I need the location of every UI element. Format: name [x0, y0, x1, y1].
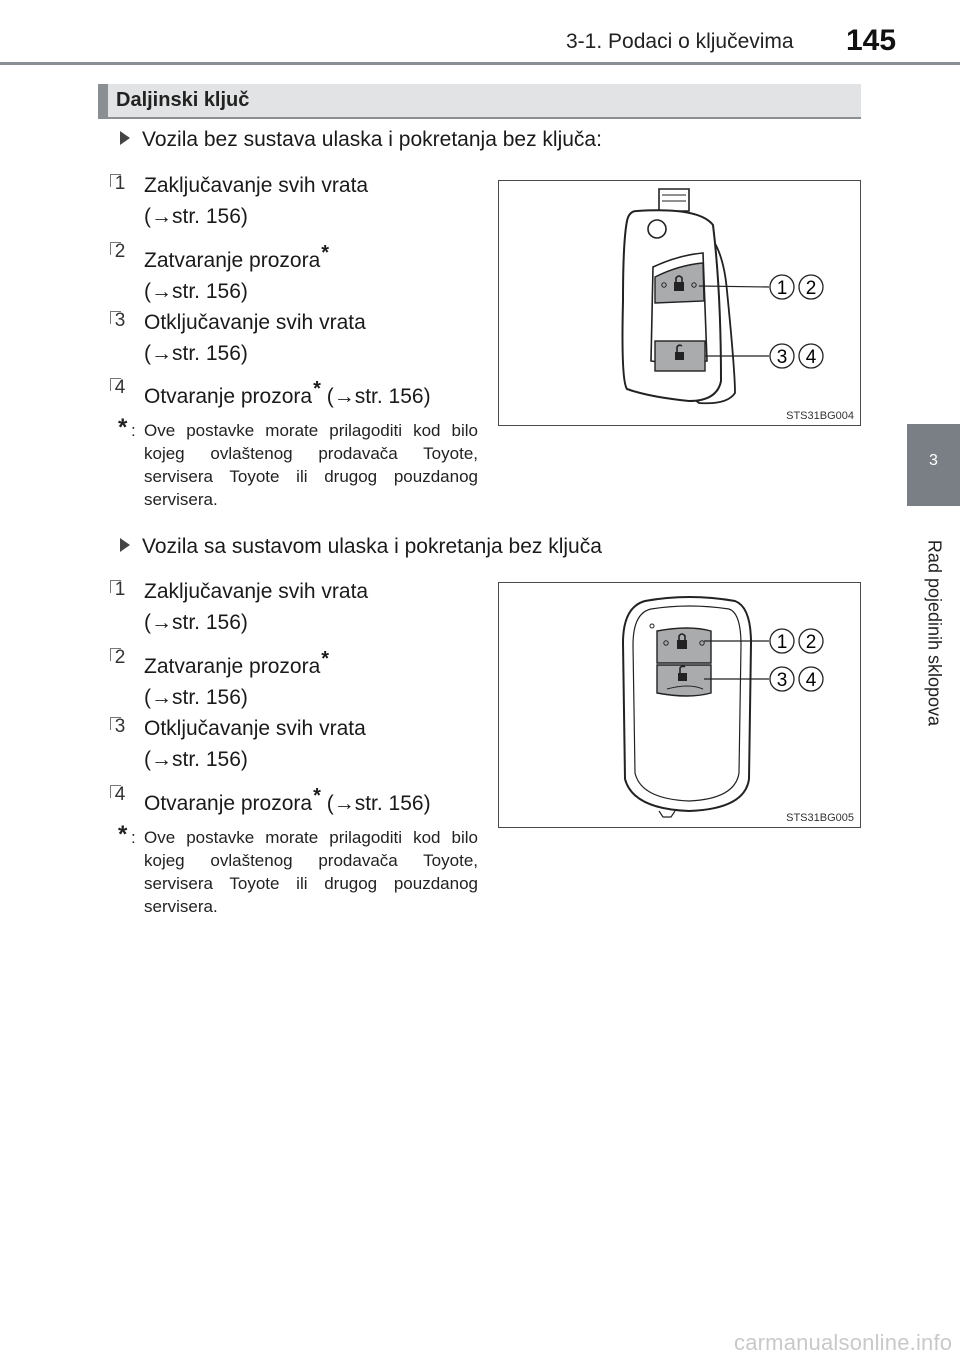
asterisk-mark: * [313, 785, 321, 807]
header-divider [0, 62, 960, 65]
item-page-ref: (→str. 156) [144, 686, 248, 709]
watermark: carmanualsonline.info [734, 1330, 953, 1355]
footnote [118, 821, 478, 918]
figure-mechanical-key [498, 180, 861, 426]
footnote-text: Ove postavke morate prilagoditi kod bilo kojeg ovlaštenog prodavača Toyote, servisera Toyote ili drugog pouzdanog servisera. [144, 421, 478, 509]
chapter-tab-title-text: Rad pojedinih sklopova [924, 539, 944, 727]
chapter-tab-title [907, 506, 960, 760]
section-title-bar [98, 84, 861, 119]
page-number: 145 [846, 24, 897, 57]
item-page-ref: (→str. 156) [320, 792, 431, 815]
group-heading-without-smart-entry [120, 128, 602, 152]
flip-key-illustration [499, 181, 862, 427]
item-label: Otključavanje svih vrata [144, 311, 366, 334]
asterisk-mark: * [118, 821, 128, 848]
footnote-colon: : [131, 421, 136, 440]
footnote-text: Ove postavke morate prilagoditi kod bilo kojeg ovlaštenog prodavača Toyote, servisera Toyote ili drugog pouzdanog servisera. [144, 828, 478, 916]
asterisk-mark: * [118, 414, 128, 441]
callout-2: 2 [805, 632, 817, 653]
figure-code: STS31BG004 [786, 410, 854, 422]
item-page-ref: (→str. 156) [144, 280, 248, 303]
item-number: 4 [108, 783, 132, 807]
callout-1: 1 [776, 278, 788, 299]
callout-3: 3 [776, 347, 788, 368]
item-number: 2 [108, 240, 132, 264]
item-label: Otvaranje prozora [144, 385, 313, 408]
footnote-colon: : [131, 828, 136, 847]
asterisk-mark: * [321, 242, 330, 264]
item-page-ref: (→str. 156) [320, 385, 431, 408]
footnote [118, 414, 478, 511]
figure-smart-key [498, 582, 861, 828]
item-number: 2 [108, 646, 132, 670]
asterisk-mark: * [321, 648, 330, 670]
item-page-ref: (→str. 156) [144, 342, 248, 365]
callout-1: 1 [776, 632, 788, 653]
item-page-ref: (→str. 156) [144, 611, 248, 634]
item-number: 3 [108, 715, 132, 739]
group-heading-text: Vozila sa sustavom ulaska i pokretanja bez ključa [142, 535, 602, 558]
smart-key-illustration [499, 583, 862, 829]
callout-4: 4 [805, 347, 817, 368]
figure-code: STS31BG005 [786, 812, 854, 824]
item-label: Otključavanje svih vrata [144, 717, 366, 740]
item-page-ref: (→str. 156) [144, 205, 248, 228]
item-label: Otvaranje prozora [144, 792, 313, 815]
item-label: Zatvaranje prozora [144, 655, 321, 678]
item-page-ref: (→str. 156) [144, 748, 248, 771]
item-number: 1 [108, 172, 132, 196]
item-number: 4 [108, 376, 132, 400]
item-label: Zatvaranje prozora [144, 249, 321, 272]
item-number: 3 [108, 309, 132, 333]
running-header-section: 3-1. Podaci o ključevima [566, 30, 794, 53]
callout-2: 2 [805, 278, 817, 299]
triangle-bullet-icon [120, 131, 130, 145]
group-heading-with-smart-entry [120, 535, 602, 559]
item-number: 1 [108, 578, 132, 602]
callout-4: 4 [805, 670, 817, 691]
group-heading-text: Vozila bez sustava ulaska i pokretanja bez ključa: [142, 128, 602, 151]
callout-3: 3 [776, 670, 788, 691]
item-label: Zaključavanje svih vrata [144, 174, 369, 197]
asterisk-mark: * [313, 378, 321, 400]
triangle-bullet-icon [120, 538, 130, 552]
item-label: Zaključavanje svih vrata [144, 580, 369, 603]
chapter-tab-number: 3 [907, 424, 960, 506]
section-title: Daljinski ključ [116, 89, 250, 111]
